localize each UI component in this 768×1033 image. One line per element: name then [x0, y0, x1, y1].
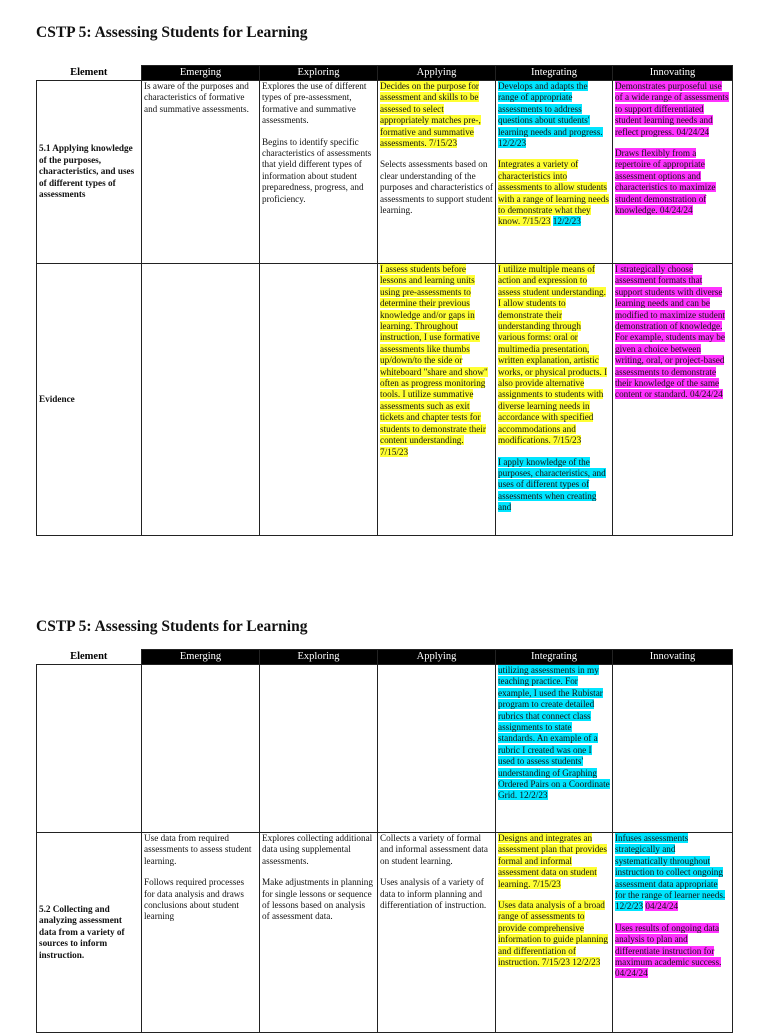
highlighted-text: Draws flexibly from a repertoire of appropriate assessment options and characteristics to maximize student demonstration of knowledge. 04/24/24 [615, 148, 716, 216]
highlighted-text: 12/2/23 [552, 216, 581, 227]
applying-cell [378, 665, 496, 833]
innovating-cell [613, 833, 733, 1033]
cell-text: Selects assessments based on clear understanding of the purposes and characteristics of assessments to support student learning. [380, 159, 494, 216]
innovating-cell [613, 81, 733, 264]
integrating-cell [496, 665, 613, 833]
header-row [37, 66, 733, 81]
applying-cell [378, 81, 496, 264]
header-applying: Applying [378, 650, 496, 665]
page-title: CSTP 5: Assessing Students for Learning [36, 24, 308, 41]
element-cell [37, 665, 142, 833]
exploring-cell [260, 833, 378, 1033]
header-integrating: Integrating [496, 66, 613, 81]
highlighted-text: Decides on the purpose for assessment and skills to be assessed to select appropriately matches pre-, formative and summative assessments. 7/15/23 [380, 81, 481, 149]
applying-cell [378, 264, 496, 536]
table-row [37, 833, 733, 1033]
exploring-cell [260, 264, 378, 536]
table-row [37, 665, 733, 833]
header-element: Element [37, 66, 142, 81]
table-row [37, 81, 733, 264]
highlighted-text: utilizing assessments in my teaching practice. For example, I used the Rubistar program to create detailed rubrics that connect class assignments to state standards. An example of a rubric I created was one I used to assess students' understanding of Graphing Ordered Pairs on a Coordinate Grid. 12/2/23 [498, 665, 610, 801]
emerging-cell [142, 264, 260, 536]
exploring-cell [260, 665, 378, 833]
cell-text: Use data from required assessments to assess student learning. [144, 833, 252, 866]
cell-text: Collects a variety of formal and informal assessment data on student learning. [380, 833, 488, 866]
highlighted-text: Designs and integrates an assessment plan that provides formal and informal assessment data on student learning. 7/15/23 [498, 833, 607, 889]
cell-text: Follows required processes for data analysis and draws conclusions about student learning [144, 877, 245, 922]
applying-cell [378, 833, 496, 1033]
integrating-cell [496, 81, 613, 264]
highlighted-text: I utilize multiple means of action and expression to assess student understanding. I allow students to demonstrate their understanding through various forms: oral or multimedia presentation, written explanation, artistic works, or physical products. I also provide alternative assignments to students with diverse learning needs in accordance with specified accommodations and modifications. 7/15/23 [498, 264, 608, 446]
emerging-cell [142, 833, 260, 1033]
cell-text: Begins to identify specific characteristics of assessments that yield different types of information about student preparedness, progress, and proficiency. [262, 136, 372, 204]
element-cell: 5.2 Collecting and analyzing assessment data from a variety of sources to inform instruction. [37, 833, 142, 1033]
highlighted-text: Develops and adapts the range of appropriate assessments to address questions about students' learning needs and progress. 12/2/23 [498, 81, 603, 149]
highlighted-text: Infuses assessments strategically and systematically throughout instruction to collect ongoing assessment data appropriate for the range of learner needs. 12/2/23 [615, 833, 726, 912]
emerging-cell [142, 81, 260, 264]
innovating-cell [613, 264, 733, 536]
element-cell: 5.1 Applying knowledge of the purposes, characteristics, and uses of different types of assessments [37, 81, 142, 264]
header-innovating: Innovating [613, 66, 733, 81]
cell-text: Uses analysis of a variety of data to inform planning and differentiation of instruction. [380, 877, 487, 911]
highlighted-text: 04/24/24 [645, 901, 679, 912]
header-emerging: Emerging [142, 650, 260, 665]
header-exploring: Exploring [260, 66, 378, 81]
page-title: CSTP 5: Assessing Students for Learning [36, 618, 308, 635]
rubric-table [36, 65, 733, 536]
header-innovating: Innovating [613, 650, 733, 665]
highlighted-text: Uses results of ongoing data analysis to plan and differentiate instruction for maximum academic success. 04/24/24 [615, 922, 722, 979]
header-emerging: Emerging [142, 66, 260, 81]
header-exploring: Exploring [260, 650, 378, 665]
cell-text: Is aware of the purposes and characteristics of formative and summative assessments. [144, 81, 249, 114]
highlighted-text: Integrates a variety of characteristics into assessments to allow students with a range of learning needs to demonstrate what they know. 7/15/23 [498, 159, 609, 227]
innovating-cell [613, 665, 733, 833]
header-element: Element [37, 650, 142, 665]
element-cell: Evidence [37, 264, 142, 536]
header-applying: Applying [378, 66, 496, 81]
emerging-cell [142, 665, 260, 833]
integrating-cell [496, 264, 613, 536]
cell-text: Explores the use of different types of pre-assessment, formative and summative assessments. [262, 81, 367, 126]
exploring-cell [260, 81, 378, 264]
highlighted-text: I assess students before lessons and learning units using pre-assessments to determine their previous knowledge and/or gaps in learning. Throughout instruction, I use formative assessments like thumbs up/down/to the side or whiteboard "share and show" often as progress monitoring tools. I utilize summative assessments such as exit tickets and chapter tests for students to demonstrate their content understanding. 7/15/23 [380, 264, 488, 457]
highlighted-text: Uses data analysis of a broad range of assessments to provide comprehensive information to guide planning and differentiation of instruction. 7/15/23 12/2/23 [498, 900, 608, 968]
rubric-table [36, 649, 733, 1033]
cell-text: Make adjustments in planning for single lessons or sequence of lessons based on analysis of assessment data. [262, 877, 373, 922]
highlighted-text: I strategically choose assessment formats that support students with diverse learning needs and can be modified to maximize student demonstration of knowledge. For example, students may be given a choice between writing, oral, or project-based assessments to demonstrate their knowledge of the same content or standard. 04/24/24 [615, 264, 725, 400]
header-integrating: Integrating [496, 650, 613, 665]
highlighted-text: Demonstrates purposeful use of a wide range of assessments to support differentiated student learning needs and reflect progress. 04/24/24 [615, 81, 729, 137]
header-row [37, 650, 733, 665]
integrating-cell [496, 833, 613, 1033]
highlighted-text: I apply knowledge of the purposes, characteristics, and uses of different types of assessments when creating and [498, 456, 606, 513]
table-row [37, 264, 733, 536]
cell-text: Explores collecting additional data using supplemental assessments. [262, 833, 373, 866]
